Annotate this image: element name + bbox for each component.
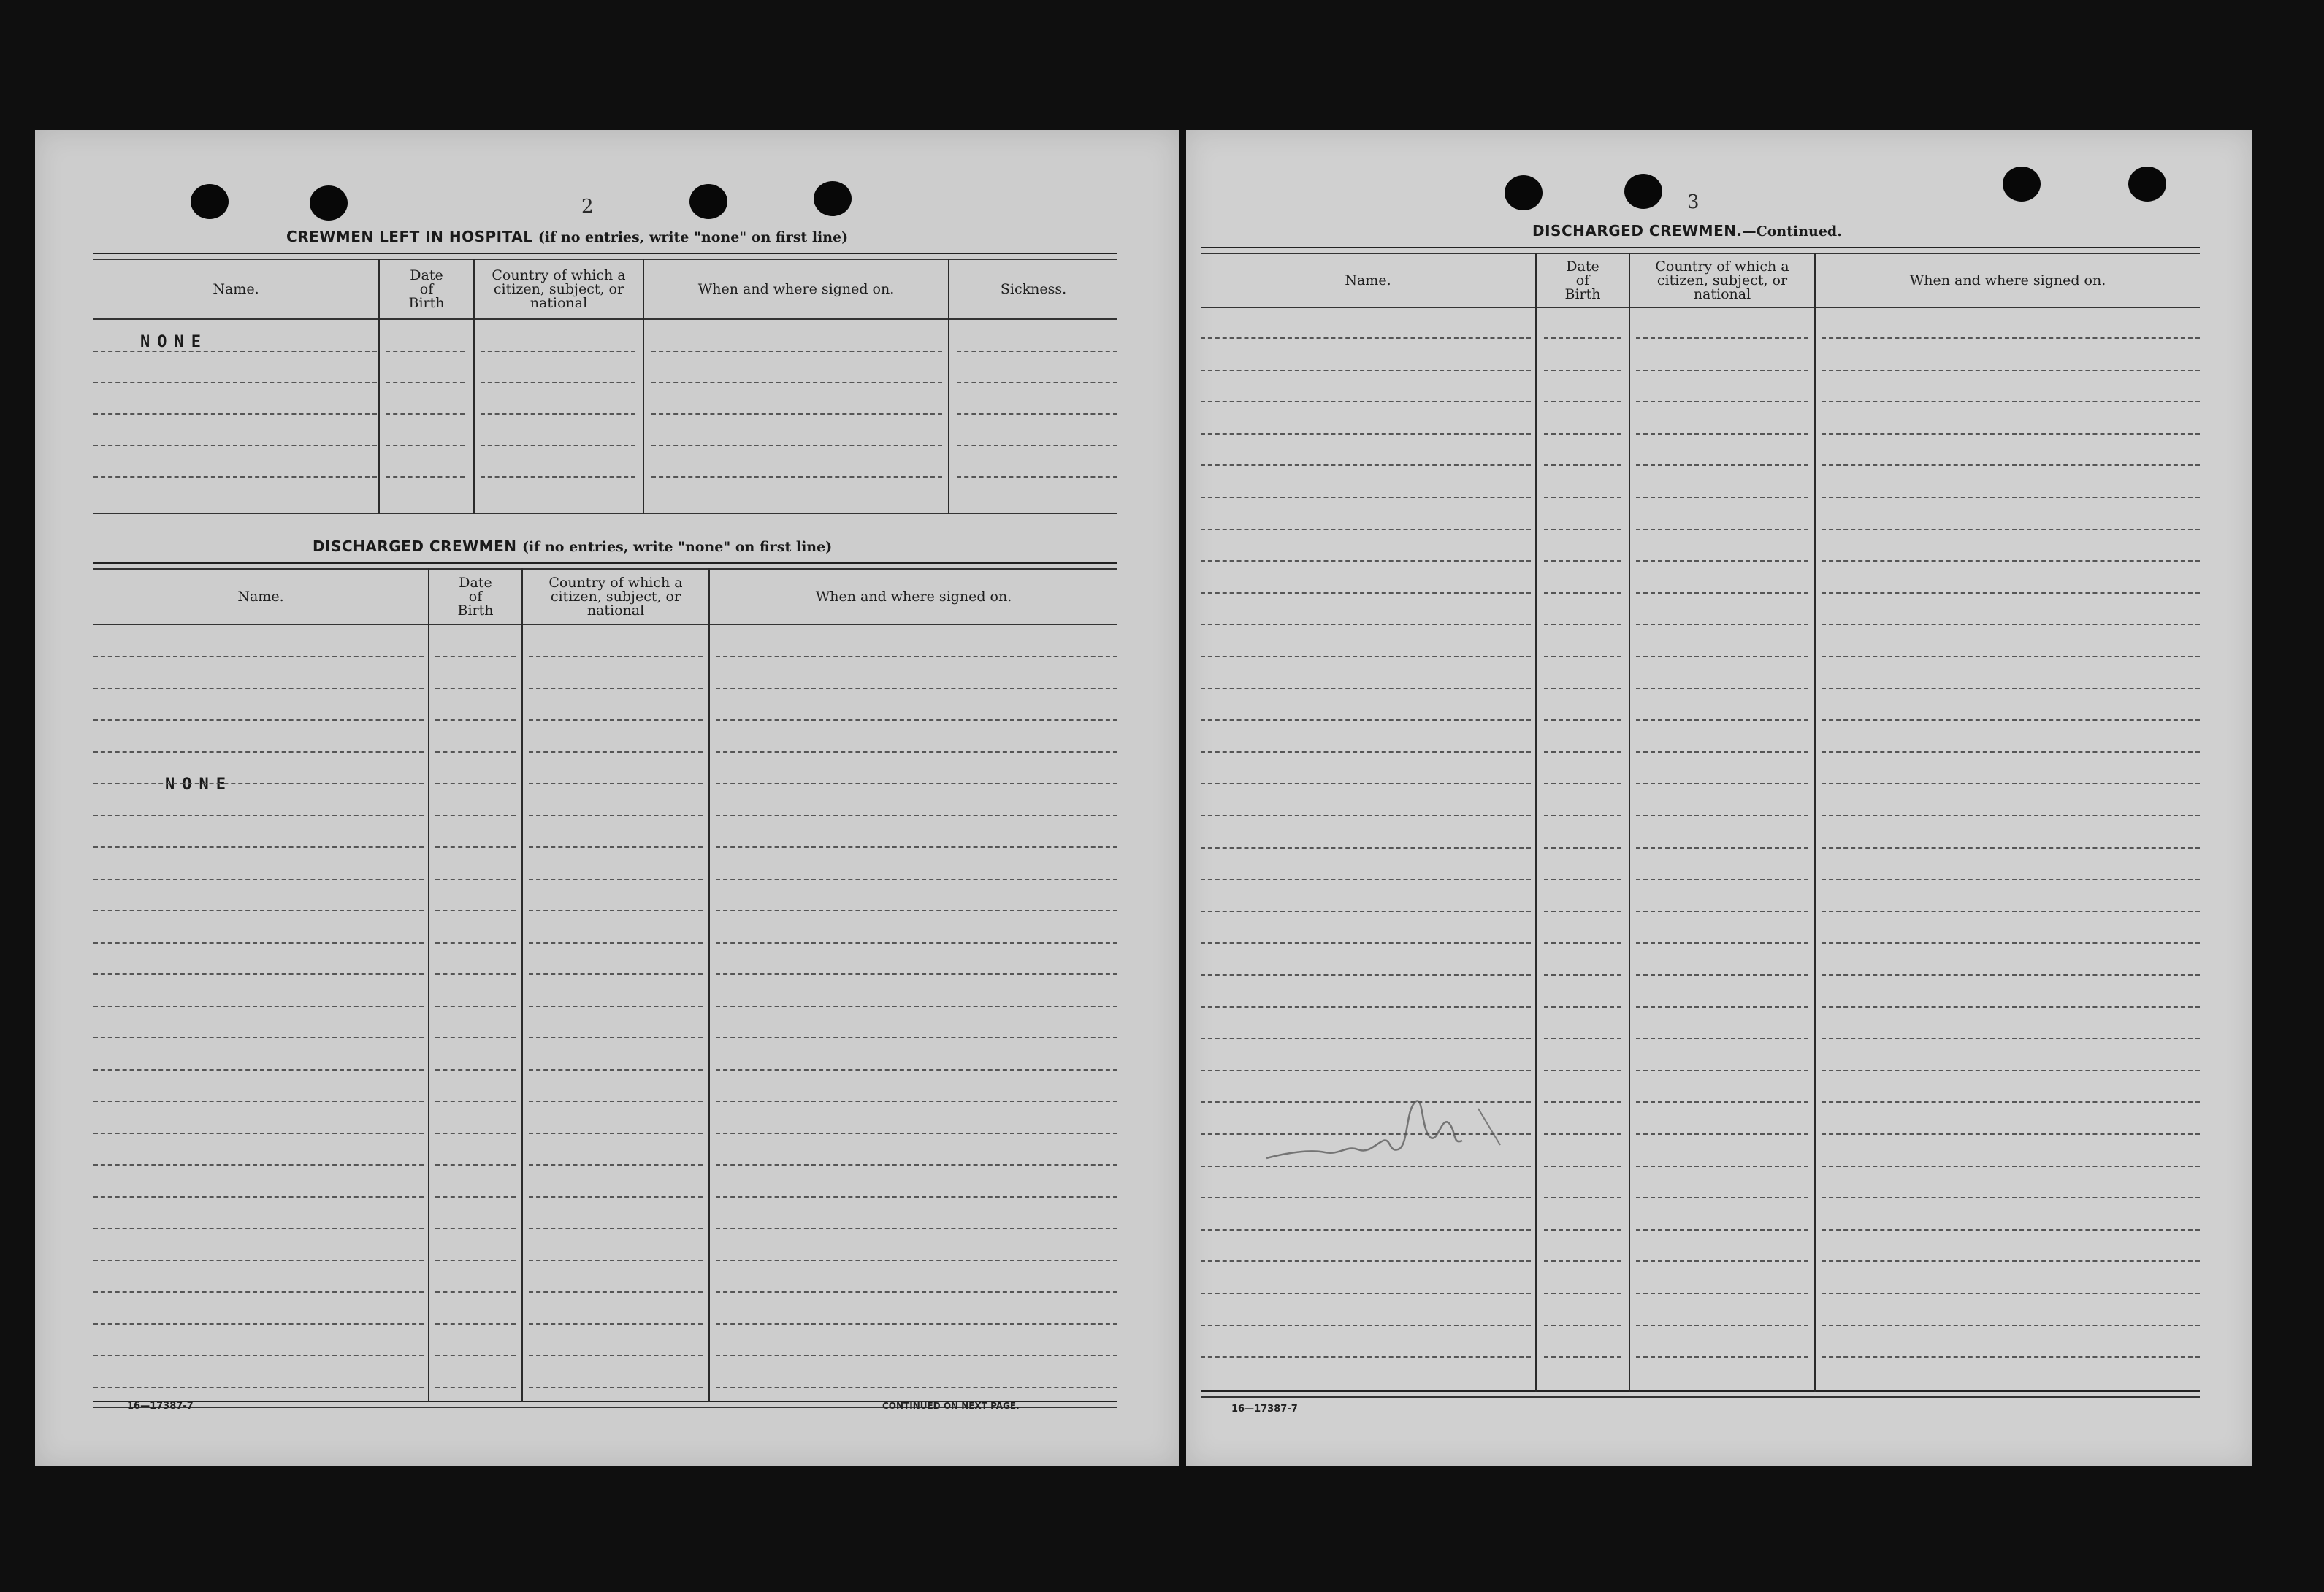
ruling-line xyxy=(93,1006,424,1007)
hospital-none-entry: NONE xyxy=(140,333,208,351)
ruling-line xyxy=(529,719,703,721)
ruling-line xyxy=(435,1323,516,1325)
discharged-table xyxy=(93,562,1117,1409)
ruling-line xyxy=(435,656,516,657)
ruling-line xyxy=(1544,974,1621,976)
ruling-line xyxy=(1636,974,1808,976)
ruling-line xyxy=(435,1196,516,1198)
ruling-line xyxy=(1636,1070,1808,1071)
ruling-line xyxy=(1201,1229,1531,1231)
ruling-line xyxy=(1544,1101,1621,1103)
ruling-line xyxy=(1636,656,1808,657)
ruling-line xyxy=(529,846,703,848)
ruling-line xyxy=(1201,974,1531,976)
ruling-line xyxy=(1822,1070,2200,1071)
ruling-line xyxy=(1636,1101,1808,1103)
ruling-line xyxy=(1201,656,1531,657)
ruling-line xyxy=(435,973,516,975)
ruling-line xyxy=(1822,370,2200,371)
ruling-line xyxy=(1201,370,1531,371)
ruling-line xyxy=(93,382,377,383)
ruling-line xyxy=(481,476,635,478)
ruling-line xyxy=(1636,1038,1808,1039)
ruling-line xyxy=(1822,497,2200,498)
ruling-line xyxy=(1201,560,1531,562)
discharged-none-entry: NONE xyxy=(165,776,233,794)
ruling-line xyxy=(1201,592,1531,594)
ruling-line xyxy=(1636,1166,1808,1167)
ruling-line xyxy=(435,879,516,880)
ruling-line xyxy=(93,1228,424,1229)
ruling-line xyxy=(1544,337,1621,339)
ruling-line xyxy=(435,815,516,816)
ruling-line xyxy=(435,1387,516,1388)
ruling-line xyxy=(1636,529,1808,530)
ruling-line xyxy=(1822,719,2200,721)
ruling-line xyxy=(1201,1325,1531,1326)
ruling-line xyxy=(1636,337,1808,339)
continued-note: CONTINUED ON NEXT PAGE. xyxy=(882,1401,1020,1411)
ruling-line xyxy=(435,688,516,689)
ruling-line xyxy=(1636,911,1808,912)
ruling-line xyxy=(1822,1356,2200,1358)
ruling-line xyxy=(716,656,1117,657)
ruling-line xyxy=(93,1260,424,1261)
hospital-header-signed: When and where signed on. xyxy=(697,280,895,297)
ruling-line xyxy=(435,1164,516,1166)
ruling-line xyxy=(716,1164,1117,1166)
ruling-line xyxy=(1822,1197,2200,1198)
ruling-line xyxy=(1544,783,1621,784)
ruling-line xyxy=(1201,1070,1531,1071)
ruling-line xyxy=(716,751,1117,753)
punch-hole xyxy=(689,184,727,219)
ruling-line xyxy=(1201,337,1531,339)
ruling-line xyxy=(651,445,942,446)
ruling-line xyxy=(1822,464,2200,466)
ruling-line xyxy=(1544,1197,1621,1198)
discharged-title-text: DISCHARGED CREWMEN xyxy=(313,537,517,555)
ruling-line xyxy=(1822,560,2200,562)
ruling-line xyxy=(435,719,516,721)
ruling-line xyxy=(435,846,516,848)
ruling-line xyxy=(651,382,942,383)
ruling-line xyxy=(1201,1260,1531,1262)
ruling-line xyxy=(1822,1133,2200,1135)
ruling-line xyxy=(1544,560,1621,562)
ruling-line xyxy=(1822,337,2200,339)
ruling-line xyxy=(481,413,635,415)
ruling-line xyxy=(957,476,1117,478)
ruling-line xyxy=(1822,942,2200,944)
discharged-continued-title xyxy=(1532,222,1842,240)
ruling-line xyxy=(1822,1229,2200,1231)
ruling-line xyxy=(1201,497,1531,498)
ruling-line xyxy=(93,1164,424,1166)
ruling-line xyxy=(1544,497,1621,498)
punch-hole xyxy=(1505,175,1543,210)
ruling-line xyxy=(435,783,516,784)
ruling-line xyxy=(716,1069,1117,1071)
ruling-line xyxy=(1544,751,1621,753)
ruling-line xyxy=(1201,751,1531,753)
ruling-line xyxy=(1544,592,1621,594)
ruling-line xyxy=(386,382,465,383)
hospital-section-title xyxy=(286,228,848,245)
ruling-line xyxy=(1544,1166,1621,1167)
ruling-line xyxy=(93,413,377,415)
ruling-line xyxy=(93,1291,424,1293)
hospital-title-text: CREWMEN LEFT IN HOSPITAL xyxy=(286,228,533,245)
ruling-line xyxy=(1544,879,1621,880)
ruling-line xyxy=(93,351,377,352)
ruling-line xyxy=(93,1387,424,1388)
ruling-line xyxy=(1822,624,2200,625)
continued-title-suffix: —Continued. xyxy=(1742,223,1842,240)
discharged-header-name: Name. xyxy=(237,588,284,605)
ruling-line xyxy=(1822,879,2200,880)
discharged-header-signed: When and where signed on. xyxy=(815,588,1012,605)
ruling-line xyxy=(1201,879,1531,880)
ruling-line xyxy=(1201,815,1531,816)
ruling-line xyxy=(435,1260,516,1261)
ruling-line xyxy=(93,1037,424,1038)
ruling-line xyxy=(1201,529,1531,530)
ruling-line xyxy=(651,476,942,478)
ruling-line xyxy=(1636,1133,1808,1135)
ruling-line xyxy=(1201,433,1531,435)
ruling-line xyxy=(1544,942,1621,944)
discharged-header-dob: Date of Birth xyxy=(457,574,494,619)
ruling-line xyxy=(529,1291,703,1293)
ruling-line xyxy=(93,973,424,975)
ruling-line xyxy=(716,1037,1117,1038)
ruling-line xyxy=(435,1006,516,1007)
ruling-line xyxy=(529,1133,703,1134)
ruling-line xyxy=(1201,942,1531,944)
ruling-line xyxy=(957,351,1117,352)
ruling-line xyxy=(1636,1356,1808,1358)
discharged-title-note: (if no entries, write "none" on first line) xyxy=(521,539,833,555)
ruling-line xyxy=(1201,1356,1531,1358)
ruling-line xyxy=(435,942,516,944)
ruling-line xyxy=(93,910,424,911)
continued-header-dob: Date of Birth xyxy=(1564,258,1601,302)
ruling-line xyxy=(481,382,635,383)
ruling-line xyxy=(529,1101,703,1102)
hospital-header-name: Name. xyxy=(213,280,259,297)
ruling-line xyxy=(529,1260,703,1261)
ruling-line xyxy=(1544,688,1621,689)
ruling-line xyxy=(1201,401,1531,402)
ruling-line xyxy=(1636,560,1808,562)
continued-header-name: Name. xyxy=(1345,272,1391,288)
ruling-line xyxy=(1822,1006,2200,1008)
hospital-header-country: Country of which a citizen, subject, or national xyxy=(492,267,626,311)
ruling-line xyxy=(1636,783,1808,784)
hospital-header-sickness: Sickness. xyxy=(1000,280,1067,297)
ruling-line xyxy=(1636,879,1808,880)
discharged-continued-table xyxy=(1201,247,2200,1415)
ruling-line xyxy=(651,413,942,415)
ruling-line xyxy=(93,1323,424,1325)
hospital-header-dob: Date of Birth xyxy=(408,267,445,311)
ruling-line xyxy=(1544,433,1621,435)
ruling-line xyxy=(716,910,1117,911)
ruling-line xyxy=(716,1323,1117,1325)
ruling-line xyxy=(1201,464,1531,466)
ruling-line xyxy=(1544,370,1621,371)
ruling-line xyxy=(1822,656,2200,657)
ruling-line xyxy=(1201,688,1531,689)
ruling-line xyxy=(529,973,703,975)
ruling-line xyxy=(93,719,424,721)
ruling-line xyxy=(1636,464,1808,466)
ruling-line xyxy=(1636,1197,1808,1198)
ruling-line xyxy=(529,910,703,911)
ruling-line xyxy=(386,445,465,446)
ruling-line xyxy=(529,1069,703,1071)
ruling-line xyxy=(1201,911,1531,912)
punch-hole xyxy=(814,181,852,216)
ruling-line xyxy=(481,445,635,446)
ruling-line xyxy=(957,382,1117,383)
ruling-line xyxy=(1822,847,2200,849)
ruling-line xyxy=(1544,815,1621,816)
ruling-line xyxy=(93,656,424,657)
ruling-line xyxy=(1636,719,1808,721)
ruling-line xyxy=(93,751,424,753)
ruling-line xyxy=(529,879,703,880)
ruling-line xyxy=(529,815,703,816)
ruling-line xyxy=(1544,911,1621,912)
ruling-line xyxy=(1544,656,1621,657)
ruling-line xyxy=(435,1355,516,1356)
ruling-line xyxy=(1636,433,1808,435)
ruling-line xyxy=(1822,401,2200,402)
ruling-line xyxy=(529,1355,703,1356)
ruling-line xyxy=(1544,1038,1621,1039)
ruling-line xyxy=(716,1196,1117,1198)
ruling-line xyxy=(1544,1070,1621,1071)
ruling-line xyxy=(1544,1006,1621,1008)
ruling-line xyxy=(1636,497,1808,498)
ruling-line xyxy=(716,1133,1117,1134)
ruling-line xyxy=(1636,592,1808,594)
ruling-line xyxy=(716,688,1117,689)
ruling-line xyxy=(529,688,703,689)
ruling-line xyxy=(1544,1293,1621,1294)
punch-hole xyxy=(2128,167,2166,202)
ruling-line xyxy=(716,1291,1117,1293)
ruling-line xyxy=(1544,1325,1621,1326)
ruling-line xyxy=(1201,719,1531,721)
ruling-line xyxy=(1636,624,1808,625)
ruling-line xyxy=(1636,1006,1808,1008)
ruling-line xyxy=(1822,1166,2200,1167)
ruling-line xyxy=(1544,847,1621,849)
ruling-line xyxy=(716,1228,1117,1229)
ruling-line xyxy=(1822,1101,2200,1103)
ruling-line xyxy=(716,879,1117,880)
ruling-line xyxy=(93,783,424,784)
ruling-line xyxy=(716,1387,1117,1388)
discharged-header-country: Country of which a citizen, subject, or national xyxy=(548,574,683,619)
punch-hole xyxy=(1624,174,1662,209)
punch-hole xyxy=(2003,167,2041,202)
ruling-line xyxy=(435,751,516,753)
ruling-line xyxy=(1822,529,2200,530)
ruling-line xyxy=(1201,1038,1531,1039)
ruling-line xyxy=(529,1196,703,1198)
ruling-line xyxy=(1822,783,2200,784)
ruling-line xyxy=(1201,1197,1531,1198)
ruling-line xyxy=(1201,624,1531,625)
ruling-line xyxy=(716,815,1117,816)
ruling-line xyxy=(481,351,635,352)
ruling-line xyxy=(386,413,465,415)
punch-hole xyxy=(310,185,348,221)
ruling-line xyxy=(386,351,465,352)
ruling-line xyxy=(1544,1133,1621,1135)
ruling-line xyxy=(1544,529,1621,530)
ruling-line xyxy=(1822,688,2200,689)
ruling-line xyxy=(529,1164,703,1166)
ruling-line xyxy=(529,1228,703,1229)
ruling-line xyxy=(1636,1325,1808,1326)
ruling-line xyxy=(93,476,377,478)
ruling-line xyxy=(1822,815,2200,816)
ruling-line xyxy=(1201,1006,1531,1008)
ruling-line xyxy=(1822,1038,2200,1039)
ruling-line xyxy=(1636,942,1808,944)
ruling-line xyxy=(716,846,1117,848)
ruling-line xyxy=(93,445,377,446)
ruling-line xyxy=(1822,433,2200,435)
ruling-line xyxy=(1201,1293,1531,1294)
ruling-line xyxy=(957,445,1117,446)
ruling-line xyxy=(957,413,1117,415)
ruling-line xyxy=(1201,783,1531,784)
ruling-line xyxy=(1822,1293,2200,1294)
ruling-line xyxy=(435,910,516,911)
form-number-left: 16—17387-7 xyxy=(127,1401,194,1412)
continued-header-country: Country of which a citizen, subject, or national xyxy=(1655,258,1789,302)
punch-hole xyxy=(191,184,229,219)
ruling-line xyxy=(1636,815,1808,816)
left-page xyxy=(35,130,1179,1466)
form-number-right: 16—17387-7 xyxy=(1231,1404,1298,1415)
ruling-line xyxy=(1544,1356,1621,1358)
ruling-line xyxy=(1636,847,1808,849)
ruling-line xyxy=(1822,1325,2200,1326)
ruling-line xyxy=(1636,1229,1808,1231)
ruling-line xyxy=(1201,847,1531,849)
ruling-line xyxy=(93,942,424,944)
right-page xyxy=(1186,130,2252,1466)
ruling-line xyxy=(716,973,1117,975)
ruling-line xyxy=(435,1069,516,1071)
ruling-line xyxy=(93,1133,424,1134)
ruling-line xyxy=(1822,911,2200,912)
ruling-line xyxy=(386,476,465,478)
hospital-title-note: (if no entries, write "none" on first line) xyxy=(538,229,849,245)
ruling-line xyxy=(1544,464,1621,466)
ruling-line xyxy=(1544,401,1621,402)
discharged-section-title xyxy=(313,537,832,555)
ruling-line xyxy=(1822,751,2200,753)
ruling-line xyxy=(529,1006,703,1007)
ruling-line xyxy=(1544,624,1621,625)
ruling-line xyxy=(1636,401,1808,402)
ruling-line xyxy=(716,942,1117,944)
ruling-line xyxy=(529,942,703,944)
ruling-line xyxy=(716,719,1117,721)
ruling-line xyxy=(529,1037,703,1038)
ruling-line xyxy=(1636,1260,1808,1262)
ruling-line xyxy=(1636,751,1808,753)
ruling-line xyxy=(1822,1260,2200,1262)
ruling-line xyxy=(93,879,424,880)
continued-header-signed: When and where signed on. xyxy=(1909,272,2106,288)
ruling-line xyxy=(93,815,424,816)
ruling-line xyxy=(1636,1293,1808,1294)
ruling-line xyxy=(716,1260,1117,1261)
ruling-line xyxy=(1544,1229,1621,1231)
ruling-line xyxy=(529,1323,703,1325)
ruling-line xyxy=(1822,974,2200,976)
ruling-line xyxy=(1544,1260,1621,1262)
ruling-line xyxy=(93,1069,424,1071)
ruling-line xyxy=(529,656,703,657)
ruling-line xyxy=(1822,592,2200,594)
ruling-line xyxy=(529,1387,703,1388)
page-number: 3 xyxy=(1687,191,1700,213)
ruling-line xyxy=(1636,370,1808,371)
ruling-line xyxy=(435,1228,516,1229)
ruling-line xyxy=(93,846,424,848)
ruling-line xyxy=(435,1101,516,1102)
ruling-line xyxy=(716,1101,1117,1102)
ruling-line xyxy=(93,688,424,689)
ruling-line xyxy=(651,351,942,352)
ruling-line xyxy=(435,1037,516,1038)
ruling-line xyxy=(435,1291,516,1293)
ruling-line xyxy=(1544,719,1621,721)
ruling-line xyxy=(716,783,1117,784)
ruling-line xyxy=(93,1101,424,1102)
continued-title-text: DISCHARGED CREWMEN. xyxy=(1532,222,1743,240)
ruling-line xyxy=(435,1133,516,1134)
ruling-line xyxy=(529,751,703,753)
ruling-line xyxy=(93,1355,424,1356)
ruling-line xyxy=(716,1006,1117,1007)
ruling-line xyxy=(529,783,703,784)
hospital-table xyxy=(93,253,1117,516)
ruling-line xyxy=(716,1355,1117,1356)
pencil-scribble xyxy=(1259,1079,1522,1174)
ruling-line xyxy=(93,1196,424,1198)
ruling-line xyxy=(1636,688,1808,689)
page-number: 2 xyxy=(581,196,594,218)
